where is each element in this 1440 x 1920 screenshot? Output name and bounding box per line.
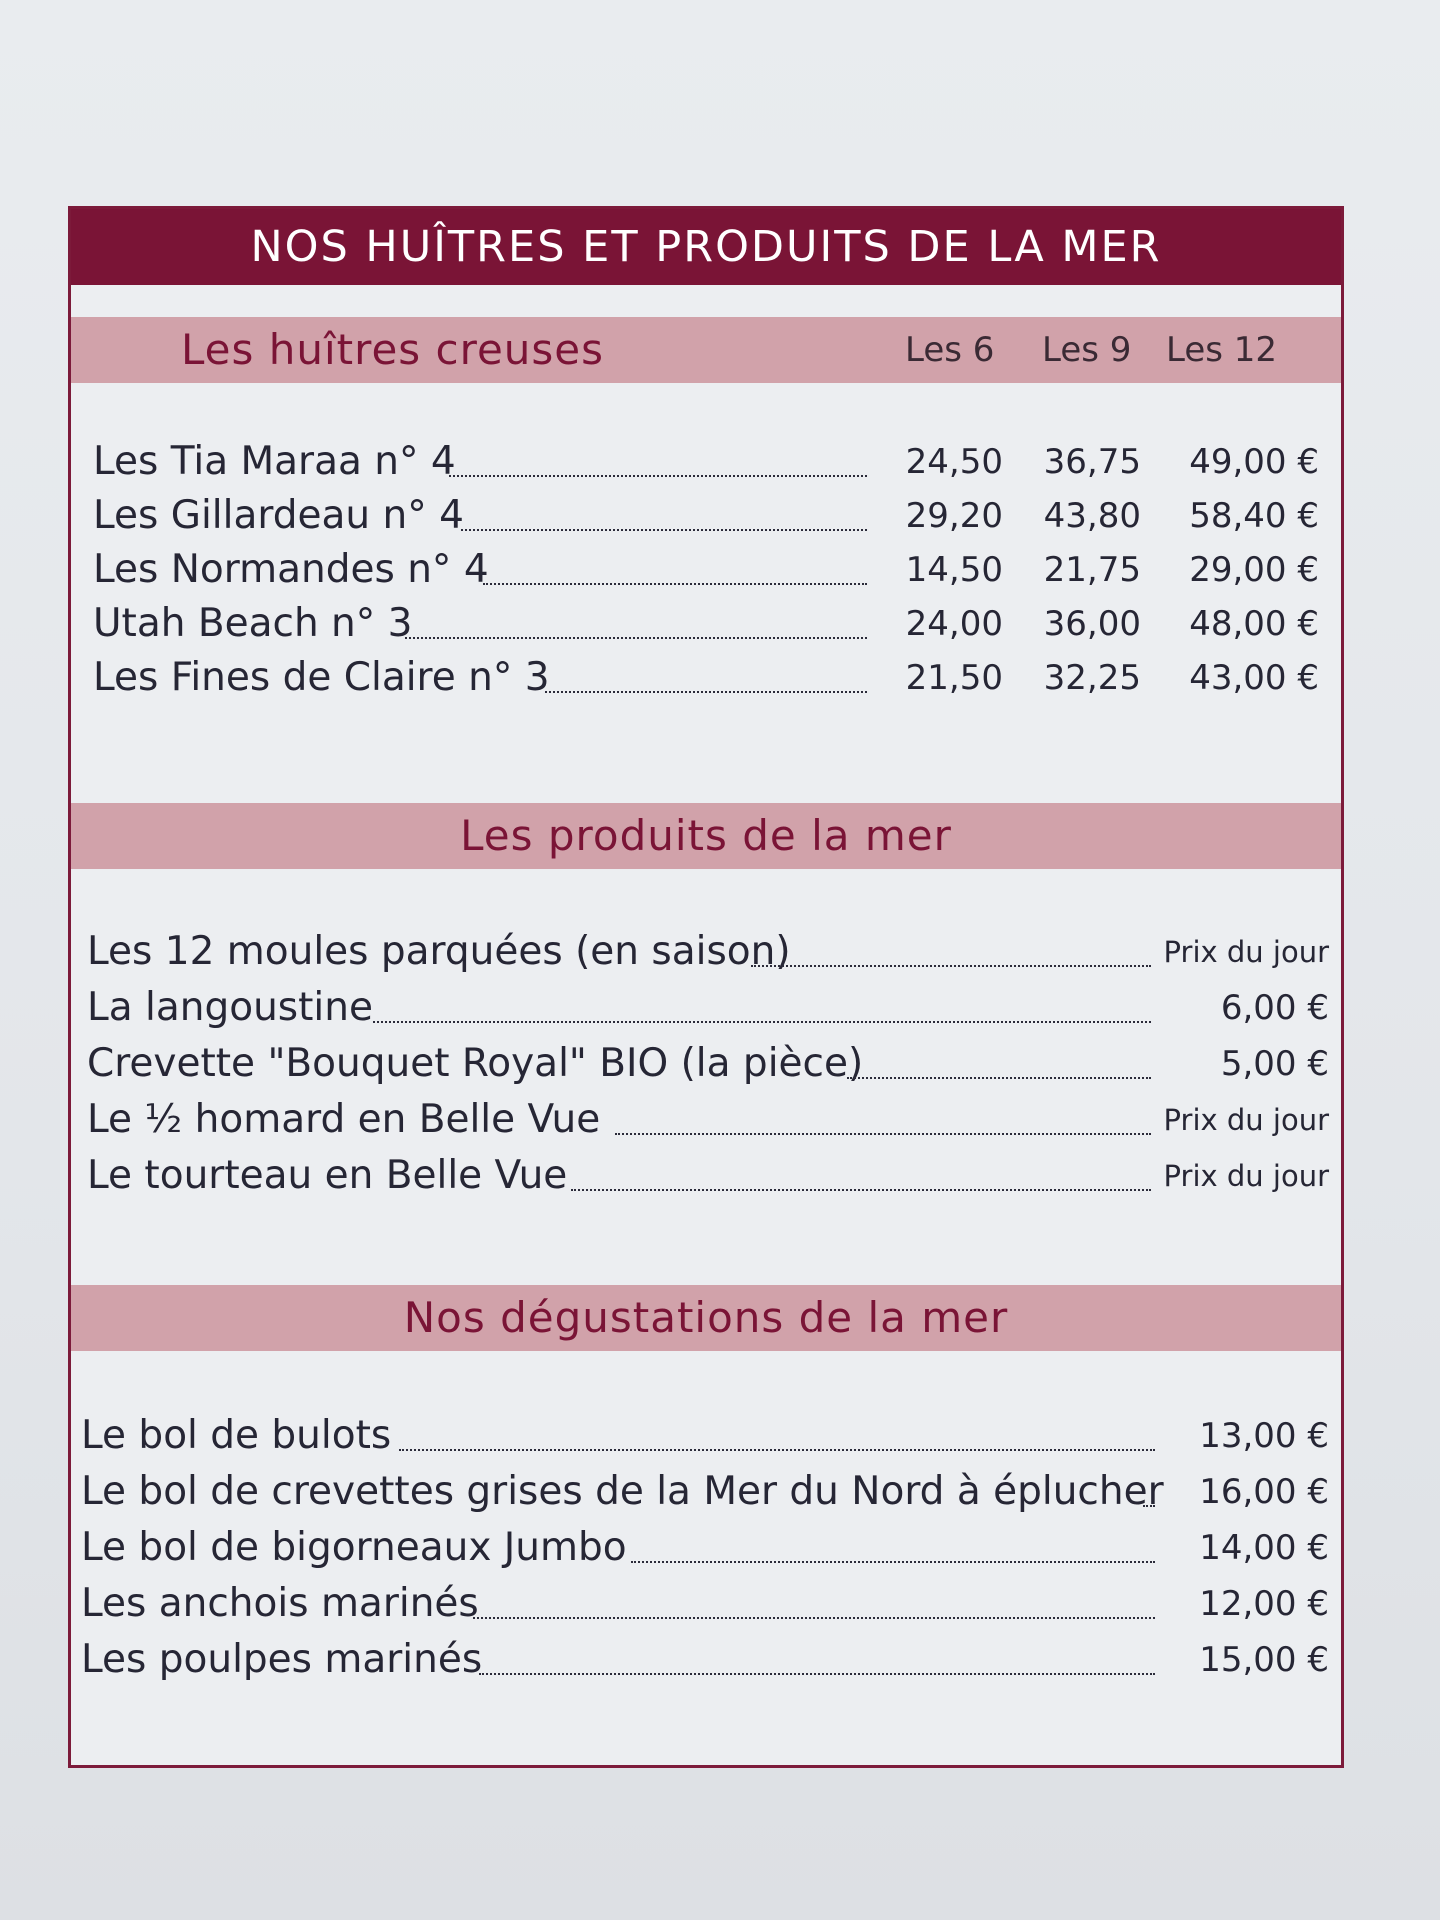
- item-price: 12,00 €: [1199, 1584, 1329, 1624]
- oyster-row: [71, 543, 1341, 597]
- oyster-row: [71, 435, 1341, 489]
- price-12: 58,40 €: [1189, 496, 1319, 536]
- price-12: 49,00 €: [1189, 442, 1319, 482]
- tasting-row: [71, 1409, 1341, 1463]
- section-header-oysters: [71, 317, 1341, 383]
- item-name: La langoustine: [87, 985, 373, 1030]
- section-header-tastings: [71, 1285, 1341, 1351]
- oyster-row: [71, 651, 1341, 705]
- seafood-row: [71, 1037, 1341, 1091]
- column-header-9: Les 9: [1042, 330, 1132, 370]
- menu-card: [68, 206, 1344, 1768]
- item-price: Prix du jour: [1163, 935, 1329, 969]
- seafood-row: [71, 981, 1341, 1035]
- oyster-row: [71, 489, 1341, 543]
- item-name: Le bol de crevettes grises de la Mer du Nord à éplucher: [81, 1469, 1164, 1514]
- item-price: 13,00 €: [1199, 1416, 1329, 1456]
- dotted-leader: [631, 1561, 1155, 1563]
- item-price: 16,00 €: [1199, 1472, 1329, 1512]
- oyster-row: [71, 597, 1341, 651]
- price-12: 48,00 €: [1189, 604, 1319, 644]
- dotted-leader: [373, 1021, 1151, 1023]
- dotted-leader: [473, 1617, 1155, 1619]
- seafood-row: [71, 1093, 1341, 1147]
- item-name: Les Gillardeau n° 4: [93, 493, 464, 538]
- item-name: Le tourteau en Belle Vue: [87, 1153, 568, 1198]
- column-header-6: Les 6: [905, 330, 995, 370]
- dotted-leader: [399, 1449, 1155, 1451]
- dotted-leader: [615, 1133, 1151, 1135]
- tasting-row: [71, 1633, 1341, 1687]
- section-header-seafood: [71, 803, 1341, 869]
- price-9: 36,00: [1043, 604, 1141, 644]
- item-price: 6,00 €: [1220, 988, 1329, 1028]
- tasting-row: [71, 1577, 1341, 1631]
- item-name: Utah Beach n° 3: [93, 601, 413, 646]
- dotted-leader: [571, 1189, 1151, 1191]
- price-9: 32,25: [1043, 658, 1141, 698]
- item-name: Les poulpes marinés: [81, 1637, 483, 1682]
- tasting-row: [71, 1521, 1341, 1575]
- item-name: Le ½ homard en Belle Vue: [87, 1097, 601, 1142]
- dotted-leader: [461, 529, 867, 531]
- seafood-row: [71, 1149, 1341, 1203]
- price-12: 29,00 €: [1189, 550, 1319, 590]
- menu-title: NOS HUÎTRES ET PRODUITS DE LA MER: [71, 209, 1341, 285]
- section-title-tastings: Nos dégustations de la mer: [403, 1293, 1009, 1342]
- item-name: Le bol de bulots: [81, 1413, 392, 1458]
- item-name: Les Fines de Claire n° 3: [93, 655, 550, 700]
- dotted-leader: [847, 1077, 1151, 1079]
- item-name: Les Normandes n° 4: [93, 547, 489, 592]
- item-price: Prix du jour: [1163, 1159, 1329, 1193]
- price-6: 21,50: [905, 658, 1003, 698]
- dotted-leader: [1143, 1505, 1155, 1507]
- item-price: Prix du jour: [1163, 1103, 1329, 1137]
- dotted-leader: [751, 965, 1151, 967]
- item-price: 15,00 €: [1199, 1640, 1329, 1680]
- price-12: 43,00 €: [1189, 658, 1319, 698]
- dotted-leader: [479, 1673, 1155, 1675]
- section-title-oysters: Les huîtres creuses: [181, 325, 605, 374]
- price-6: 14,50: [905, 550, 1003, 590]
- price-6: 24,00: [905, 604, 1003, 644]
- price-9: 36,75: [1043, 442, 1141, 482]
- dotted-leader: [449, 475, 867, 477]
- item-name: Les 12 moules parquées (en saison): [87, 929, 791, 974]
- item-name: Le bol de bigorneaux Jumbo: [81, 1525, 627, 1570]
- price-9: 43,80: [1043, 496, 1141, 536]
- item-name: Les Tia Maraa n° 4: [93, 439, 456, 484]
- item-name: Les anchois marinés: [81, 1581, 479, 1626]
- section-title-seafood: Les produits de la mer: [460, 811, 952, 860]
- tasting-row: [71, 1465, 1341, 1519]
- item-price: 5,00 €: [1220, 1044, 1329, 1084]
- column-header-12: Les 12: [1166, 330, 1278, 370]
- dotted-leader: [483, 583, 867, 585]
- price-6: 24,50: [905, 442, 1003, 482]
- item-name: Crevette "Bouquet Royal" BIO (la pièce): [87, 1041, 864, 1086]
- seafood-row: [71, 925, 1341, 979]
- price-9: 21,75: [1043, 550, 1141, 590]
- dotted-leader: [405, 637, 867, 639]
- dotted-leader: [545, 691, 867, 693]
- price-6: 29,20: [905, 496, 1003, 536]
- item-price: 14,00 €: [1199, 1528, 1329, 1568]
